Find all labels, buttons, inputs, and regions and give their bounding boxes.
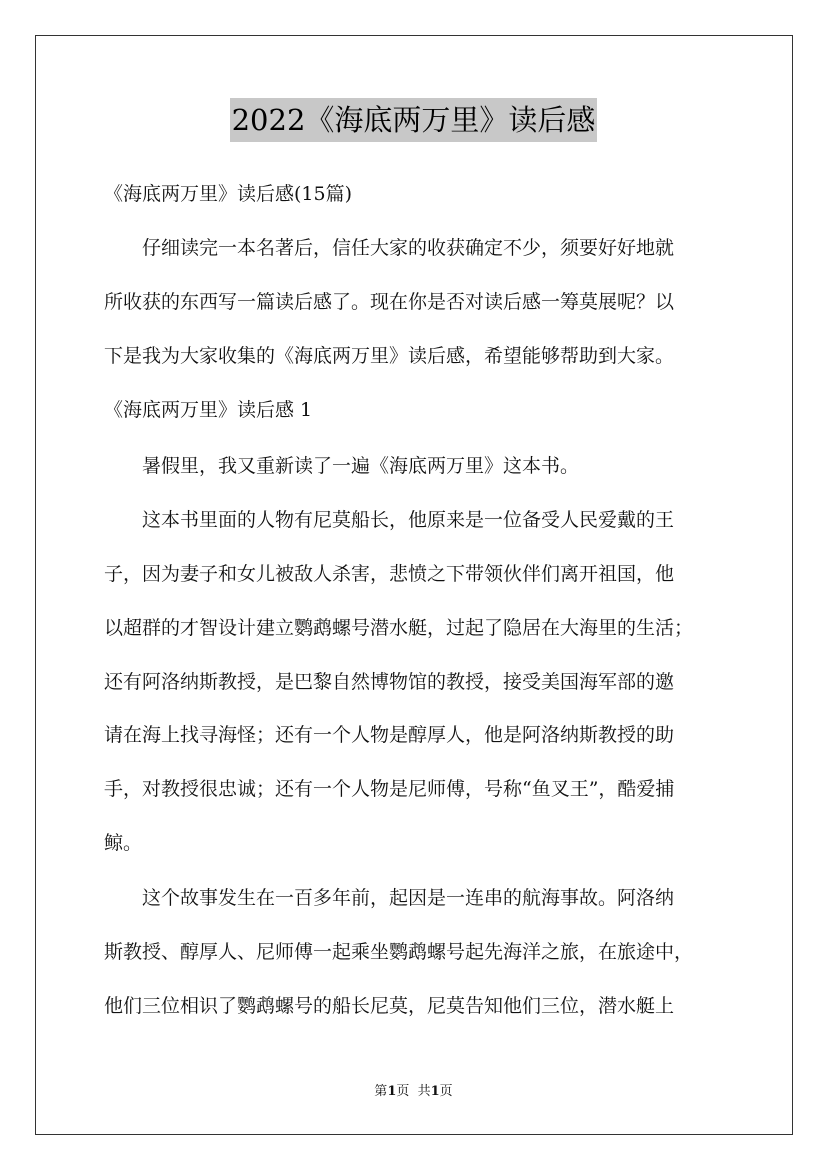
paragraph-line: 子，因为妻子和女儿被敌人杀害，悲愤之下带领伙伴们离开祖国，他 <box>104 563 675 585</box>
footer-page-total: 1 <box>430 1084 440 1099</box>
paragraph-line: 还有阿洛纳斯教授，是巴黎自然博物馆的教授，接受美国海军部的邀 <box>104 671 675 693</box>
paragraph-line: 所收获的东西写一篇读后感了。现在你是否对读后感一筹莫展呢？以 <box>104 291 675 313</box>
paragraph-line: 他们三位相识了鹦鹉螺号的船长尼莫，尼莫告知他们三位，潜水艇上 <box>104 995 675 1017</box>
title-container <box>0 98 827 142</box>
paragraph-line: 手，对教授很忠诚；还有一个人物是尼师傅，号称“鱼叉王”，酷爱捕 <box>104 778 675 800</box>
paragraph-line: 这本书里面的人物有尼莫船长，他原来是一位备受人民爱戴的王 <box>142 509 675 531</box>
document-title: 2022《海底两万里》读后感 <box>230 98 598 142</box>
footer-mid: 页 共 <box>396 1084 431 1099</box>
footer-prefix: 第 <box>374 1084 388 1099</box>
paragraph-line: 这个故事发生在一百多年前，起因是一连串的航海事故。阿洛纳 <box>142 887 675 909</box>
paragraph-line: 斯教授、醇厚人、尼师傅一起乘坐鹦鹉螺号起先海洋之旅，在旅途中， <box>104 941 694 963</box>
paragraph-line: 鲸。 <box>104 832 143 854</box>
section-heading: 《海底两万里》读后感 1 <box>104 399 313 421</box>
footer-page-number: 1 <box>387 1084 397 1099</box>
paragraph-line: 请在海上找寻海怪；还有一个人物是醇厚人，他是阿洛纳斯教授的助 <box>104 724 675 746</box>
footer-suffix: 页 <box>439 1084 453 1099</box>
paragraph-line: 下是我为大家收集的《海底两万里》读后感，希望能够帮助到大家。 <box>104 345 675 367</box>
paragraph-line: 仔细读完一本名著后，信任大家的收获确定不少，须要好好地就 <box>142 237 675 259</box>
paragraph-line: 暑假里，我又重新读了一遍《海底两万里》这本书。 <box>142 455 580 477</box>
page-footer <box>0 1083 827 1101</box>
paragraph-line: 以超群的才智设计建立鹦鹉螺号潜水艇，过起了隐居在大海里的生活； <box>104 617 694 639</box>
subtitle-line: 《海底两万里》读后感(15篇) <box>104 183 353 205</box>
